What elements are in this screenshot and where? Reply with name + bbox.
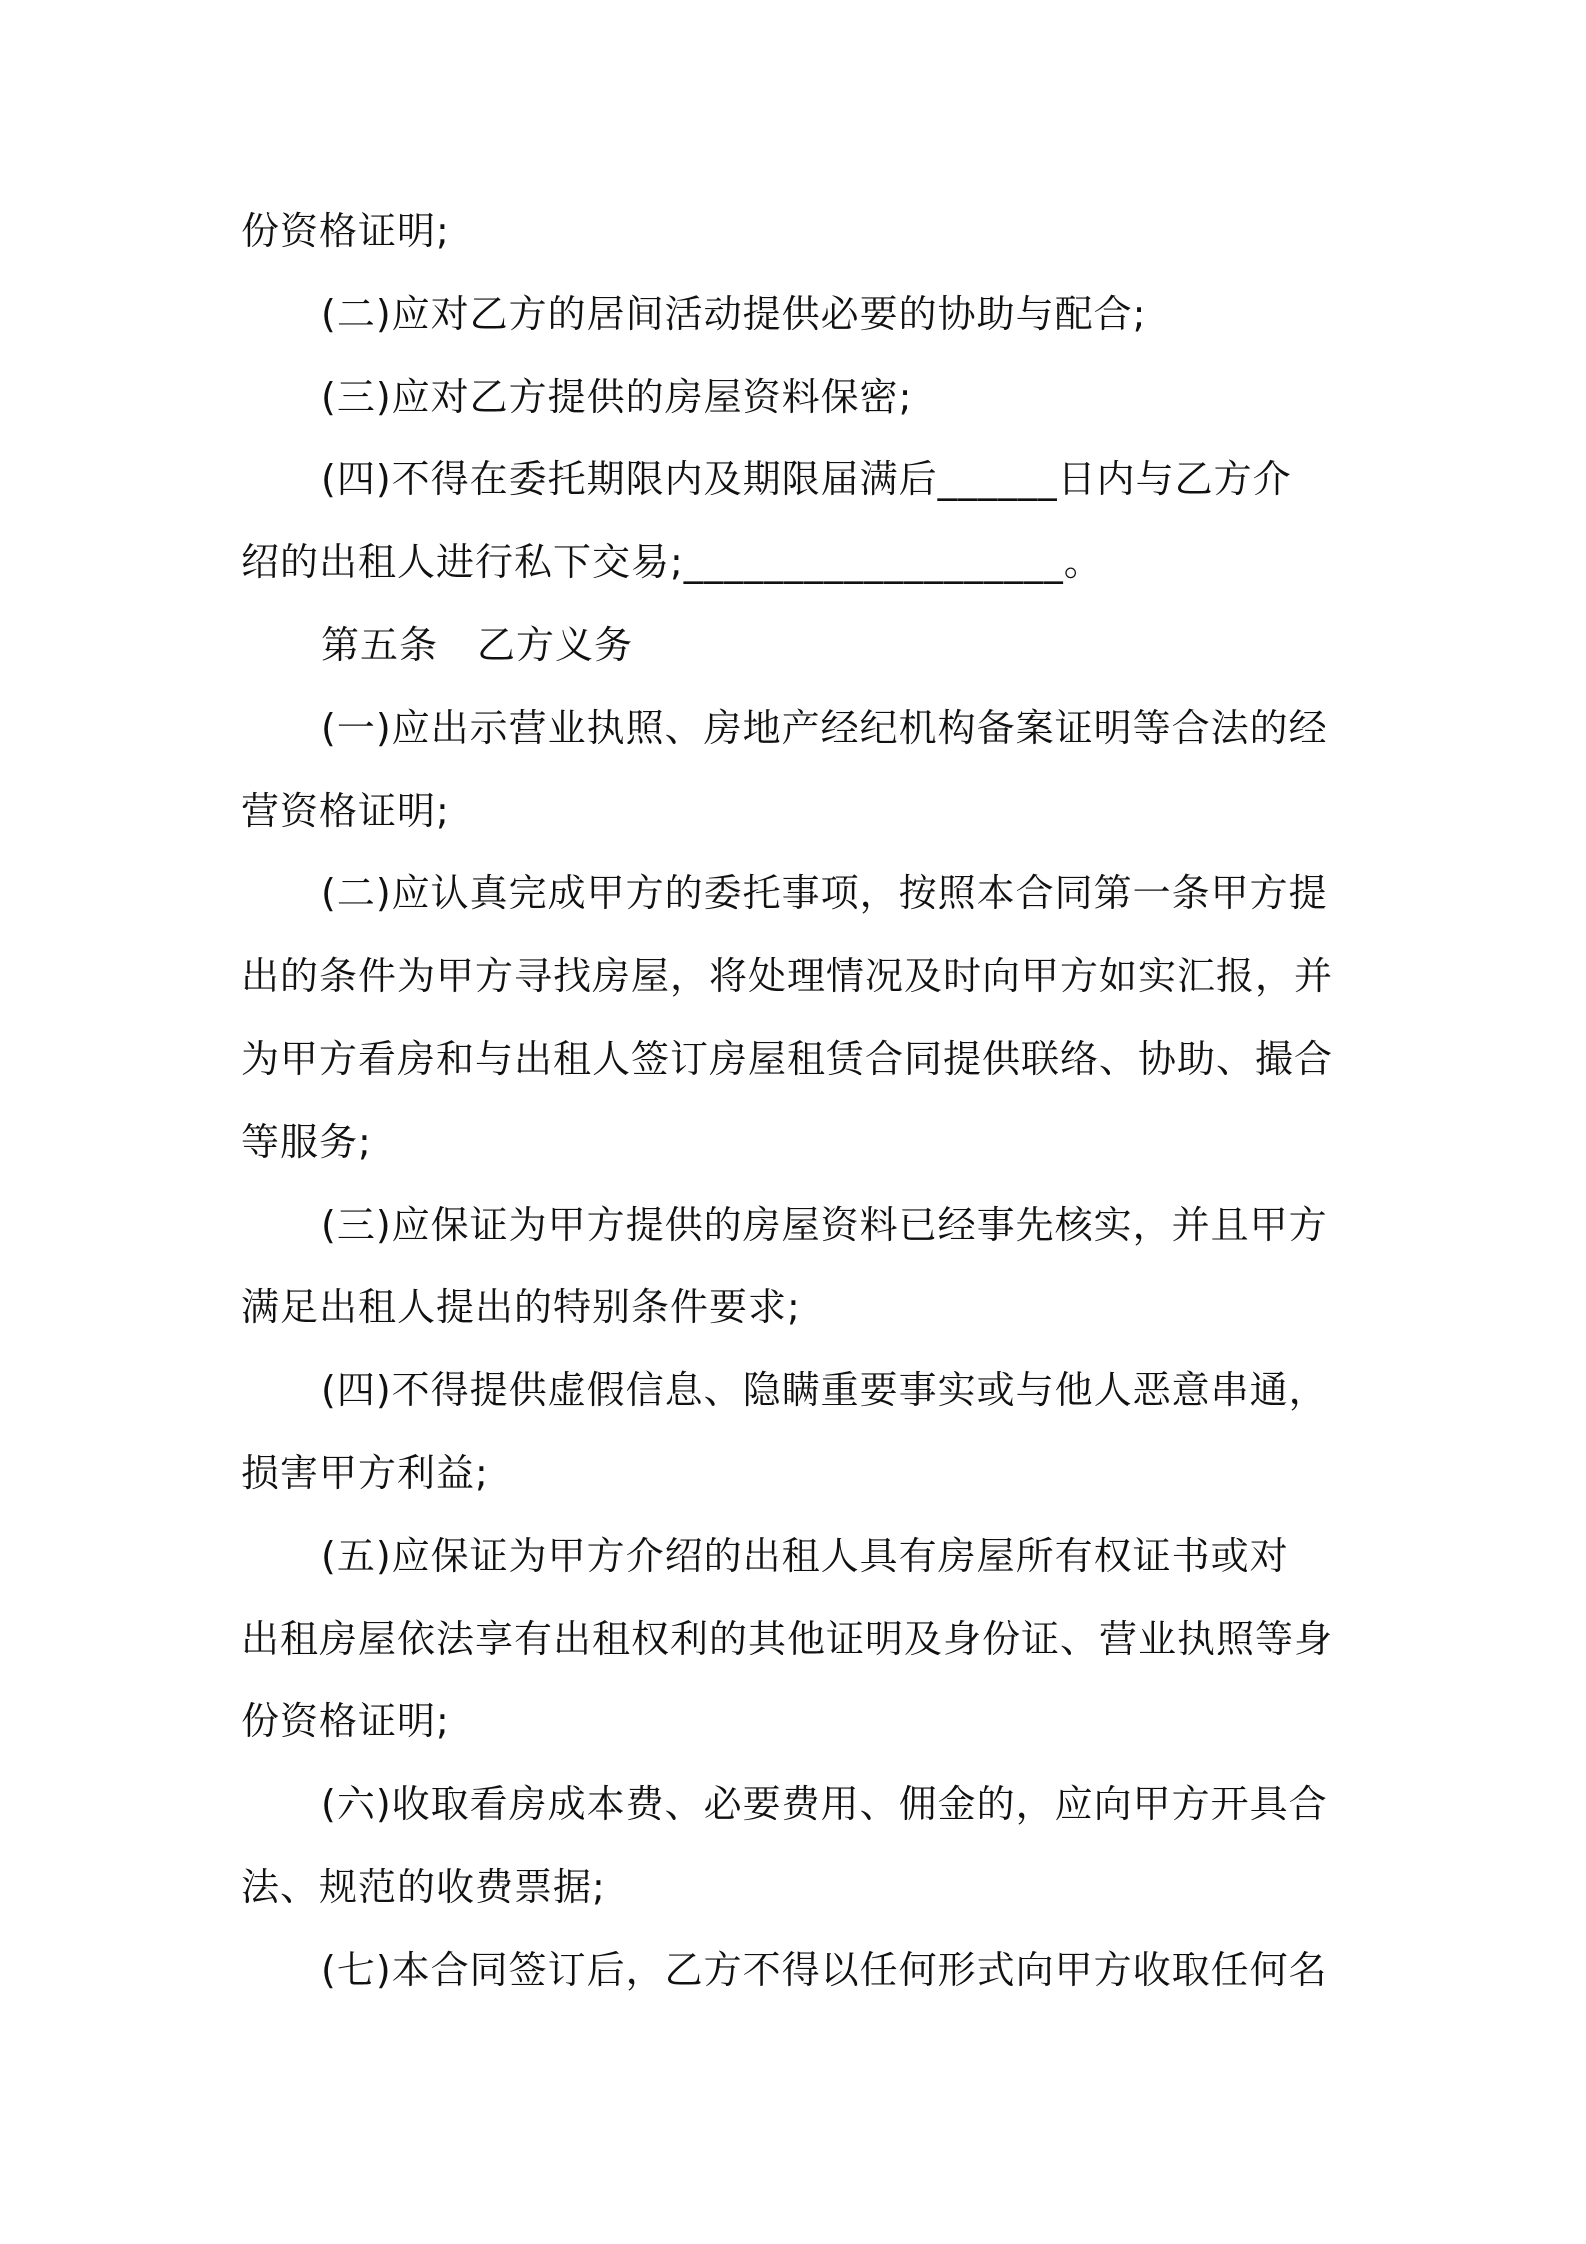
duty-1-continuation: 营资格证明; [241, 788, 450, 833]
duty-4-line: (四)不得提供虚假信息、隐瞒重要事实或与他人恶意串通， [321, 1368, 1328, 1413]
duty-3-line: (三)应保证为甲方提供的房屋资料已经事先核实，并且甲方 [321, 1202, 1328, 1247]
text-line-1: 份资格证明; [241, 209, 450, 253]
duty-5-continuation-2: 份资格证明; [241, 1699, 450, 1744]
clause-4-continuation: 绍的出租人进行私下交易;___________________。 [241, 540, 1103, 585]
duty-1-line: (一)应出示营业执照、房地产经纪机构备案证明等合法的经 [321, 705, 1328, 750]
duty-2-continuation-1: 出的条件为甲方寻找房屋，将处理情况及时向甲方如实汇报，并 [241, 954, 1334, 999]
duty-2-line: (二)应认真完成甲方的委托事项，按照本合同第一条甲方提 [321, 871, 1328, 916]
duty-6-continuation: 法、规范的收费票据; [241, 1864, 606, 1909]
duty-2-continuation-3: 等服务; [241, 1119, 372, 1164]
article-5-heading: 第五条 乙方义务 [321, 622, 634, 667]
duty-3-continuation: 满足出租人提出的特别条件要求; [241, 1285, 801, 1330]
clause-3-line: (三)应对乙方提供的房屋资料保密; [321, 374, 913, 419]
clause-2-line: (二)应对乙方的居间活动提供必要的协助与配合; [321, 291, 1147, 336]
contract-text [241, 190, 1349, 2012]
duty-5-continuation-1: 出租房屋依法享有出租权利的其他证明及身份证、营业执照等身 [241, 1616, 1334, 1661]
duty-4-continuation: 损害甲方利益; [241, 1450, 489, 1495]
duty-7-line: (七)本合同签订后，乙方不得以任何形式向甲方收取任何名 [321, 1947, 1328, 1992]
duty-6-line: (六)收取看房成本费、必要费用、佣金的，应向甲方开具合 [321, 1782, 1328, 1827]
duty-2-continuation-2: 为甲方看房和与出租人签订房屋租赁合同提供联络、协助、撮合 [241, 1036, 1334, 1081]
duty-5-line: (五)应保证为甲方介绍的出租人具有房屋所有权证书或对 [321, 1533, 1289, 1578]
clause-4-line: (四)不得在委托期限内及期限届满后______日内与乙方介 [321, 457, 1292, 502]
